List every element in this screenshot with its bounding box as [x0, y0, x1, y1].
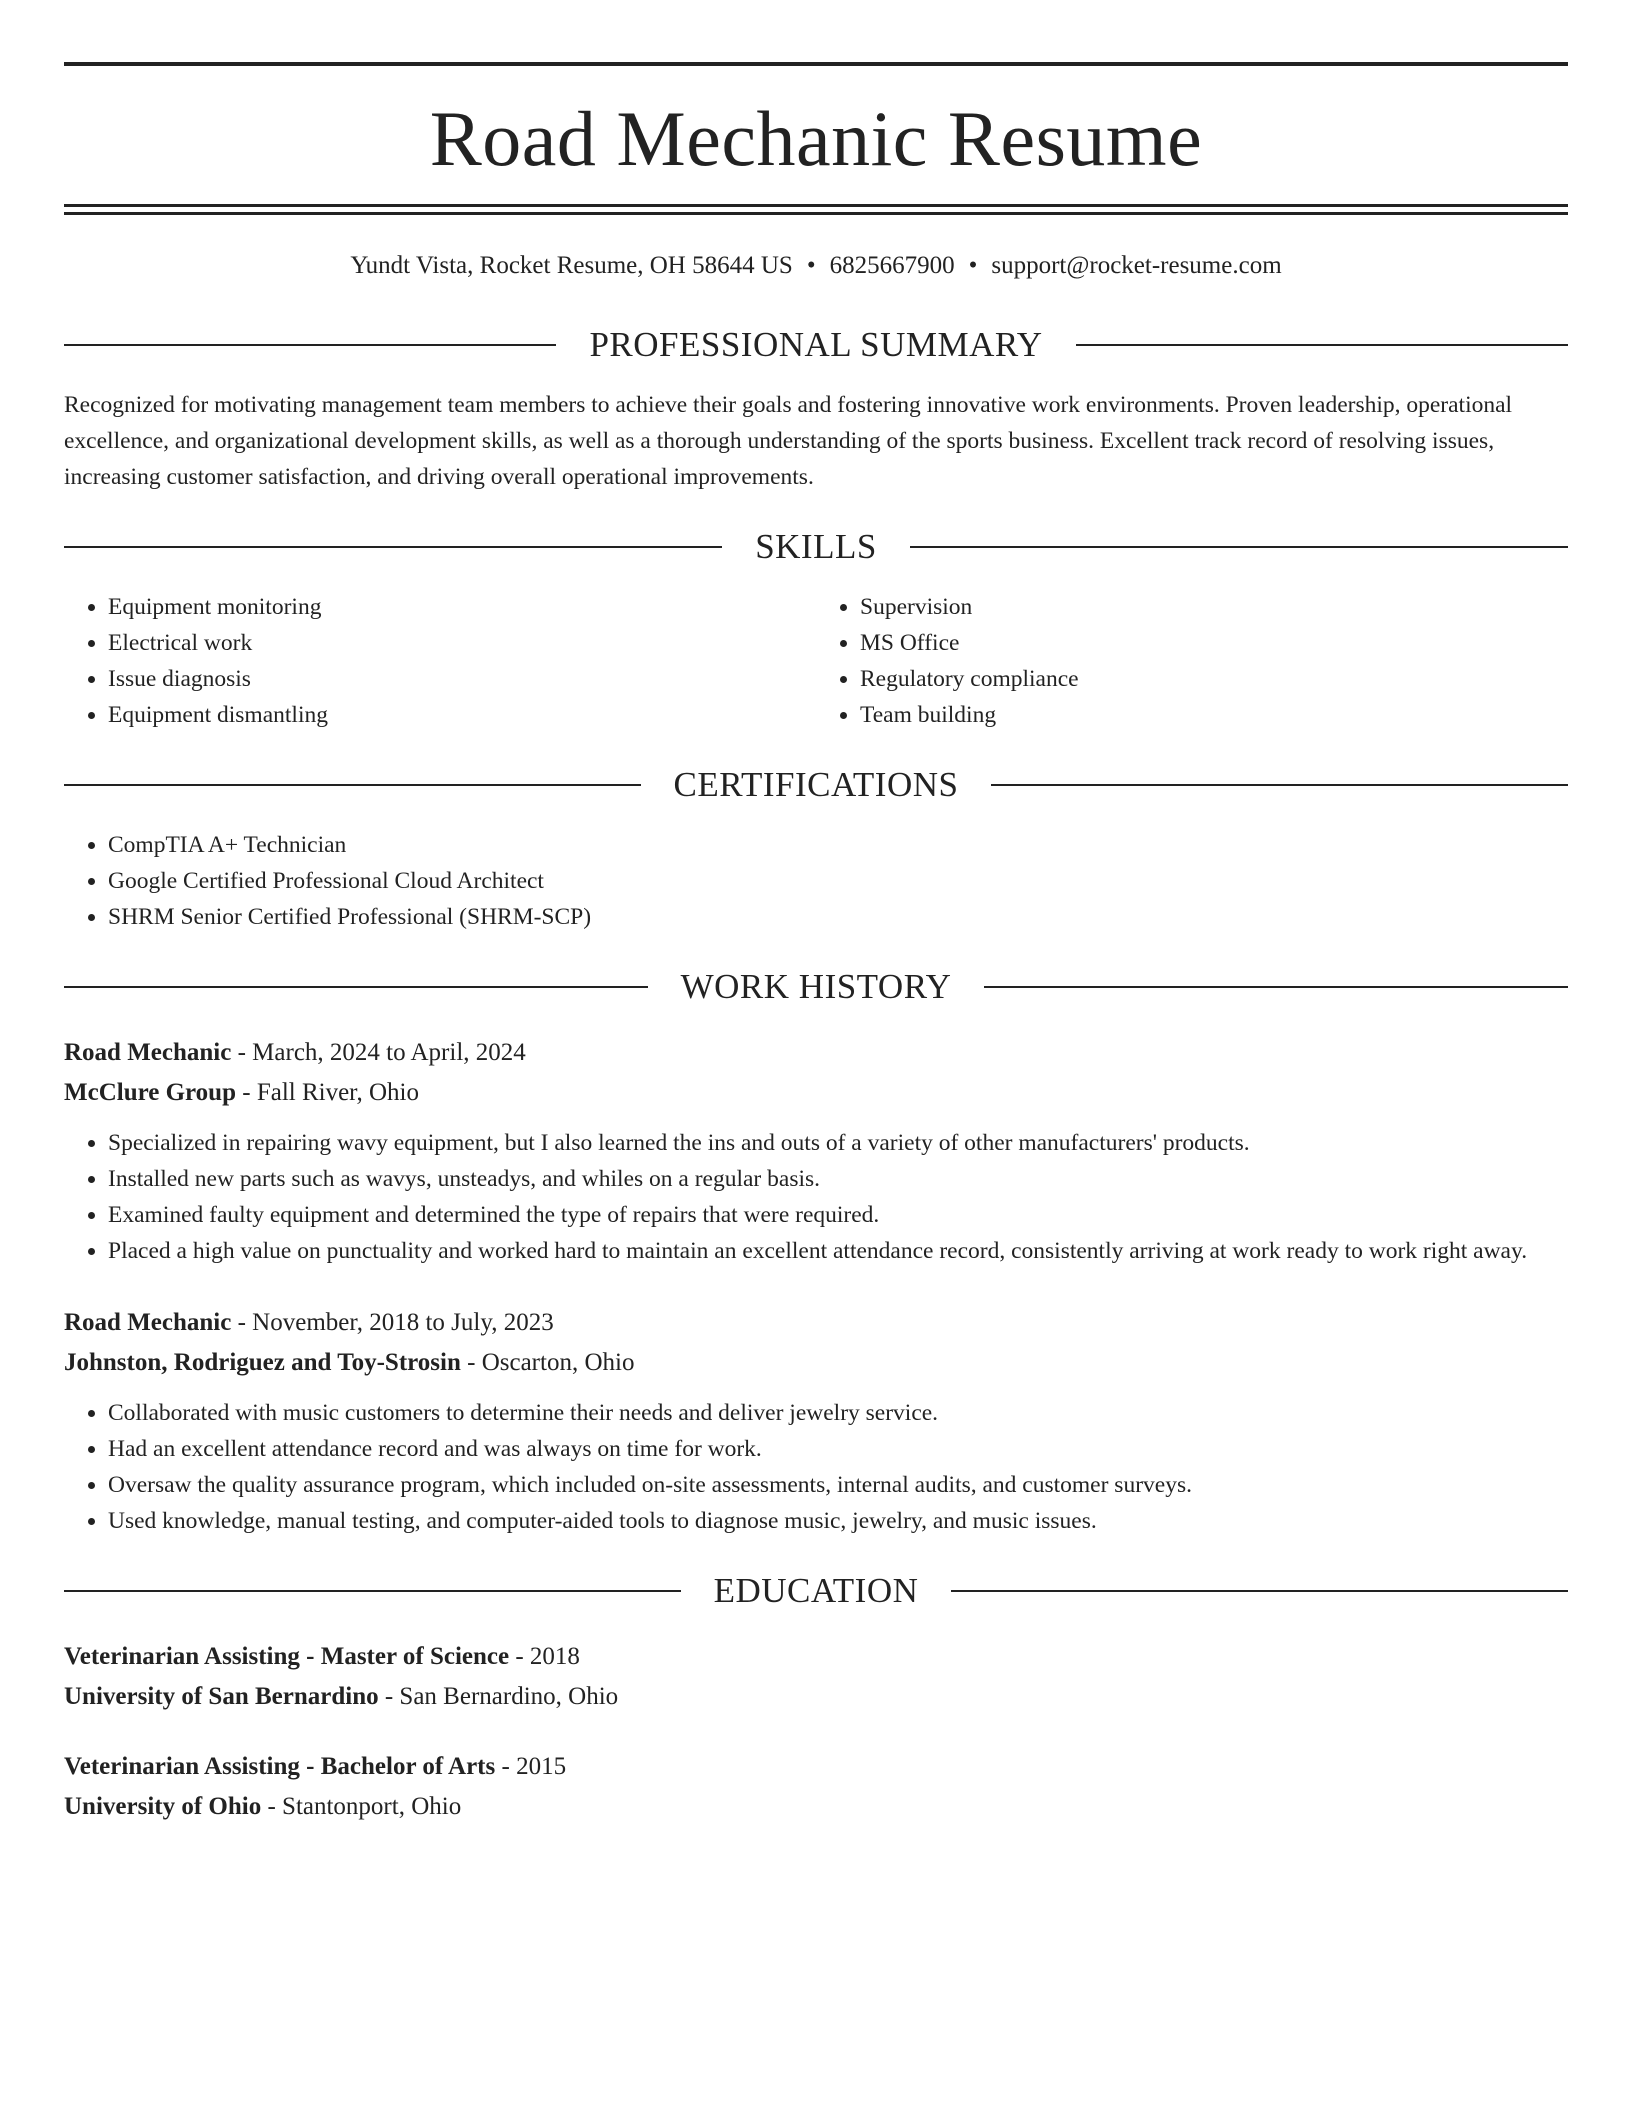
job-location: - Fall River, Ohio: [236, 1079, 420, 1106]
section-heading-education: [64, 1571, 1568, 1611]
job-bullet: • Installed new parts such as wavys, unsteadys, and whiles on a regular basis.: [108, 1161, 1568, 1197]
job-entry: [64, 1033, 1568, 1269]
job-title: Road Mechanic: [64, 1309, 232, 1336]
job-location: - Oscarton, Ohio: [460, 1349, 635, 1376]
skill-item: • Electrical work: [108, 625, 816, 661]
skills-left-list: [64, 589, 816, 733]
contact-phone: 6825667900: [829, 252, 955, 279]
education-entry: [64, 1637, 1568, 1717]
education-entry: [64, 1747, 1568, 1827]
section-heading-certifications: [64, 765, 1568, 805]
job-bullet: • Had an excellent attendance record and was always on time for work.: [108, 1431, 1568, 1467]
resume-page: [64, 0, 1568, 1827]
contact-email: support@rocket-resume.com: [991, 252, 1282, 279]
resume-title: Road Mechanic Resume: [429, 95, 1203, 182]
certification-item: • CompTIA A+ Technician: [108, 827, 1568, 863]
education-location: - San Bernardino, Ohio: [378, 1683, 619, 1710]
heading-rule: [64, 784, 641, 786]
education-degree: Veterinarian Assisting - Master of Science: [64, 1643, 510, 1670]
section-title: CERTIFICATIONS: [673, 765, 959, 804]
top-rule: [64, 62, 1568, 66]
skill-item: • Supervision: [860, 589, 1568, 625]
section-heading-work-history: [64, 967, 1568, 1007]
heading-rule: [1076, 344, 1568, 346]
section-title: WORK HISTORY: [680, 967, 952, 1006]
education-year: - 2018: [509, 1643, 580, 1670]
skill-item: • Team building: [860, 697, 1568, 733]
education-degree: Veterinarian Assisting - Bachelor of Arts: [64, 1753, 496, 1780]
job-dates: - November, 2018 to July, 2023: [231, 1309, 554, 1336]
job-bullet: • Oversaw the quality assurance program, which included on-site assessments, internal audits, and customer surveys.: [108, 1467, 1568, 1503]
heading-rule: [984, 986, 1568, 988]
job-company-line: [64, 1343, 1568, 1383]
summary-text: Recognized for motivating management team members to achieve their goals and fostering innovative work environments. Proven leadership, operational excellence, and organizational development skills, as well as a thorough understanding of the sports business. Excellent track record of resolving issues, increasing customer satisfaction, and driving overall operational improvements.: [64, 392, 1513, 490]
job-bullet: • Used knowledge, manual testing, and computer-aided tools to diagnose music, jewelry, and music issues.: [108, 1503, 1568, 1539]
heading-rule: [64, 546, 722, 548]
education-degree-line: [64, 1637, 1568, 1677]
contact-separator: •: [806, 252, 816, 279]
heading-rule: [64, 986, 648, 988]
heading-rule: [991, 784, 1568, 786]
certification-item: • SHRM Senior Certified Professional (SHRM-SCP): [108, 899, 1568, 935]
education-location: - Stantonport, Ohio: [261, 1793, 462, 1820]
education-school: University of Ohio: [64, 1793, 262, 1820]
section-heading-skills: [64, 527, 1568, 567]
job-company-line: [64, 1073, 1568, 1113]
skill-item: • Equipment monitoring: [108, 589, 816, 625]
education-school-line: [64, 1787, 1568, 1827]
heading-rule: [910, 546, 1568, 548]
skill-item: • Regulatory compliance: [860, 661, 1568, 697]
education-degree-line: [64, 1747, 1568, 1787]
job-entry: [64, 1303, 1568, 1539]
skill-item: • Equipment dismantling: [108, 697, 816, 733]
education-school: University of San Bernardino: [64, 1683, 379, 1710]
job-title-line: [64, 1303, 1568, 1343]
job-company: McClure Group: [64, 1079, 236, 1106]
job-bullets: [64, 1395, 1568, 1539]
education-school-line: [64, 1677, 1568, 1717]
heading-rule: [951, 1590, 1568, 1592]
job-title-line: [64, 1033, 1568, 1073]
job-title: Road Mechanic: [64, 1039, 232, 1066]
certification-list: [64, 827, 1568, 935]
section-title: PROFESSIONAL SUMMARY: [589, 325, 1043, 364]
job-bullet: • Placed a high value on punctuality and worked hard to maintain an excellent attendance record, consistently arriving at work ready to work right away.: [108, 1233, 1568, 1269]
heading-rule: [64, 344, 556, 346]
section-title: EDUCATION: [713, 1571, 919, 1610]
contact-line: [64, 251, 1568, 281]
contact-separator: •: [968, 252, 978, 279]
title-double-rule: [64, 204, 1568, 215]
skills-grid: [64, 589, 1568, 733]
section-title: SKILLS: [755, 527, 877, 566]
job-bullets: [64, 1125, 1568, 1269]
skills-right-list: [816, 589, 1568, 733]
skill-item: • Issue diagnosis: [108, 661, 816, 697]
education-year: - 2015: [495, 1753, 567, 1780]
skill-item: • MS Office: [860, 625, 1568, 661]
heading-rule: [64, 1590, 681, 1592]
job-bullet: • Specialized in repairing wavy equipment, but I also learned the ins and outs of a variety of other manufacturers' products.: [108, 1125, 1568, 1161]
job-company: Johnston, Rodriguez and Toy-Strosin: [64, 1349, 461, 1376]
certification-item: • Google Certified Professional Cloud Architect: [108, 863, 1568, 899]
section-heading-summary: [64, 325, 1568, 365]
contact-address: Yundt Vista, Rocket Resume, OH 58644 US: [350, 252, 793, 279]
job-bullet: • Collaborated with music customers to determine their needs and deliver jewelry service.: [108, 1395, 1568, 1431]
job-bullet: • Examined faulty equipment and determined the type of repairs that were required.: [108, 1197, 1568, 1233]
job-dates: - March, 2024 to April, 2024: [231, 1039, 526, 1066]
